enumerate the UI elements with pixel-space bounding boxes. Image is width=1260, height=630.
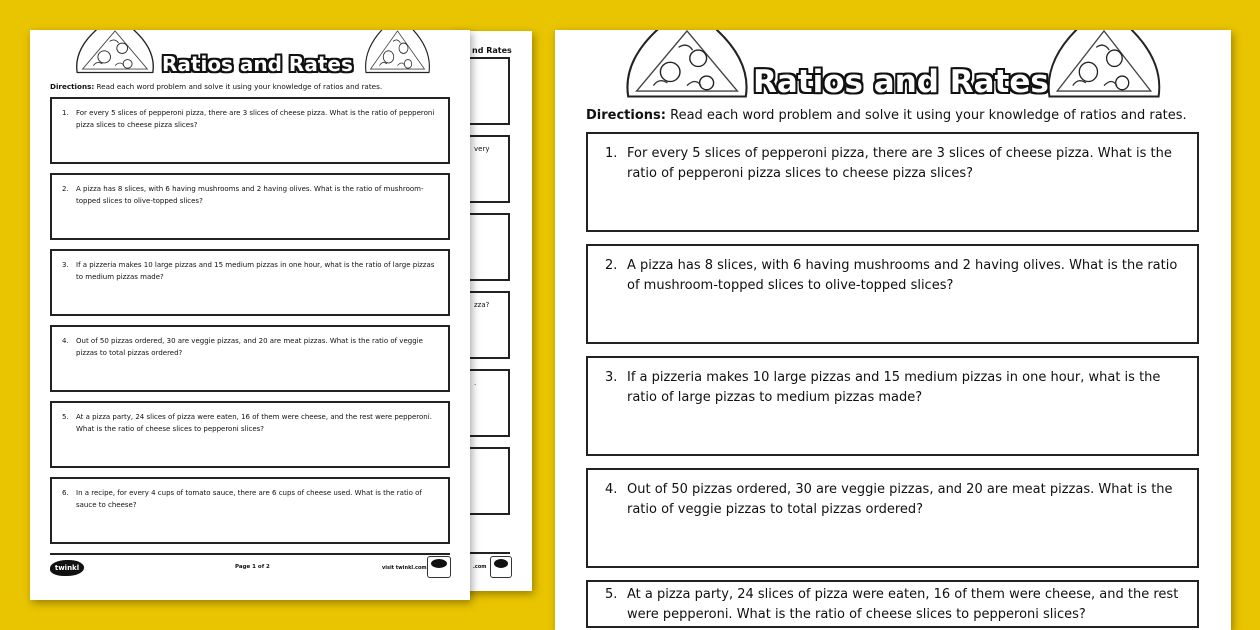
- question: [62, 259, 440, 283]
- question-text: If a pizzeria makes 10 large pizzas and 15 medium pizzas in one hour, what is the ratio of large pizzas to medium pizzas made?: [76, 261, 435, 281]
- question: [605, 368, 1189, 408]
- question-box[interactable]: [50, 249, 450, 316]
- question-box[interactable]: [586, 356, 1199, 456]
- question-number: 4.: [62, 337, 69, 345]
- question-box[interactable]: [50, 325, 450, 392]
- question-text: At a pizza party, 24 slices of pizza were eaten, 16 of them were cheese, and the rest were pepperoni. What is the ratio of cheese slices to pepperoni slices?: [627, 587, 1179, 622]
- question-number: 5.: [62, 413, 69, 421]
- question: [62, 107, 440, 131]
- page-2-site-fragment: .com: [473, 564, 487, 570]
- page-title: Ratios and Rates: [162, 52, 353, 76]
- question-text-fragment: zza?: [474, 301, 490, 309]
- pizza-slice-icon: [360, 30, 435, 76]
- question-text: Out of 50 pizzas ordered, 30 are veggie pizzas, and 20 are meat pizzas. What is the ratio of veggie pizzas to total pizzas ordered?: [627, 482, 1173, 517]
- question-number: 1.: [605, 146, 618, 161]
- site-link[interactable]: visit twinkl.com: [382, 565, 427, 571]
- question-number: 2.: [605, 258, 618, 273]
- question-box[interactable]: [586, 244, 1199, 344]
- question-box[interactable]: [50, 401, 450, 468]
- question-number: 4.: [605, 482, 618, 497]
- question-box[interactable]: [586, 132, 1199, 232]
- question: [605, 256, 1189, 296]
- question-text-fragment: very: [474, 145, 490, 153]
- question-number: 2.: [62, 185, 69, 193]
- question-text: A pizza has 8 slices, with 6 having mushrooms and 2 having olives. What is the ratio of mushroom-topped slices to olive-topped slices?: [627, 258, 1178, 293]
- question: [62, 183, 440, 207]
- question: [62, 411, 440, 435]
- question-number: 6.: [62, 489, 69, 497]
- page-title: Ratios and Rates: [753, 64, 1049, 100]
- worksheet-page-1-zoomed: [555, 30, 1231, 630]
- question: [62, 487, 440, 511]
- question-number: 1.: [62, 109, 69, 117]
- worksheet-page-1: [30, 30, 470, 600]
- question: [605, 480, 1189, 520]
- question-box[interactable]: [586, 468, 1199, 568]
- question-text: For every 5 slices of pepperoni pizza, there are 3 slices of cheese pizza. What is the ratio of pepperoni pizza slices to cheese pizza slices?: [76, 109, 435, 129]
- question-text: If a pizzeria makes 10 large pizzas and 15 medium pizzas in one hour, what is the ratio of large pizzas to medium pizzas made?: [627, 370, 1161, 405]
- page-number: Page 1 of 2: [235, 564, 270, 570]
- question-box[interactable]: [586, 580, 1199, 628]
- question-text-fragment: .: [474, 379, 477, 387]
- question-number: 3.: [62, 261, 69, 269]
- question-text: At a pizza party, 24 slices of pizza were eaten, 16 of them were cheese, and the rest were pepperoni. What is the ratio of cheese slices to pepperoni slices?: [76, 413, 432, 433]
- question-text: A pizza has 8 slices, with 6 having mushrooms and 2 having olives. What is the ratio of mushroom-topped slices to olive-topped slices?: [76, 185, 424, 205]
- question-box[interactable]: [50, 477, 450, 544]
- directions: Directions: Read each word problem and solve it using your knowledge of ratios and rates.: [50, 82, 383, 91]
- quality-badge-icon: [427, 556, 451, 578]
- page-2-title-fragment: nd Rates: [472, 46, 512, 55]
- question-number: 3.: [605, 370, 618, 385]
- quality-badge-icon: [490, 556, 512, 578]
- pizza-slice-icon: [1039, 30, 1169, 102]
- question: [62, 335, 440, 359]
- directions: Directions: Read each word problem and solve it using your knowledge of ratios and rates.: [586, 108, 1187, 123]
- question-text: Out of 50 pizzas ordered, 30 are veggie pizzas, and 20 are meat pizzas. What is the ratio of veggie pizzas to total pizzas ordered?: [76, 337, 423, 357]
- pizza-slice-icon: [617, 30, 757, 102]
- question-text: For every 5 slices of pepperoni pizza, there are 3 slices of cheese pizza. What is the ratio of pepperoni pizza slices to cheese pizza slices?: [627, 146, 1172, 181]
- question: [605, 585, 1189, 625]
- question-number: 5.: [605, 587, 618, 602]
- question-box[interactable]: [50, 97, 450, 164]
- twinkl-logo: twinkl: [50, 560, 84, 576]
- pizza-slice-icon: [70, 30, 160, 76]
- question-box[interactable]: [50, 173, 450, 240]
- question-text: In a recipe, for every 4 cups of tomato sauce, there are 6 cups of cheese used. What is the ratio of sauce to cheese?: [76, 489, 422, 509]
- question: [605, 144, 1189, 184]
